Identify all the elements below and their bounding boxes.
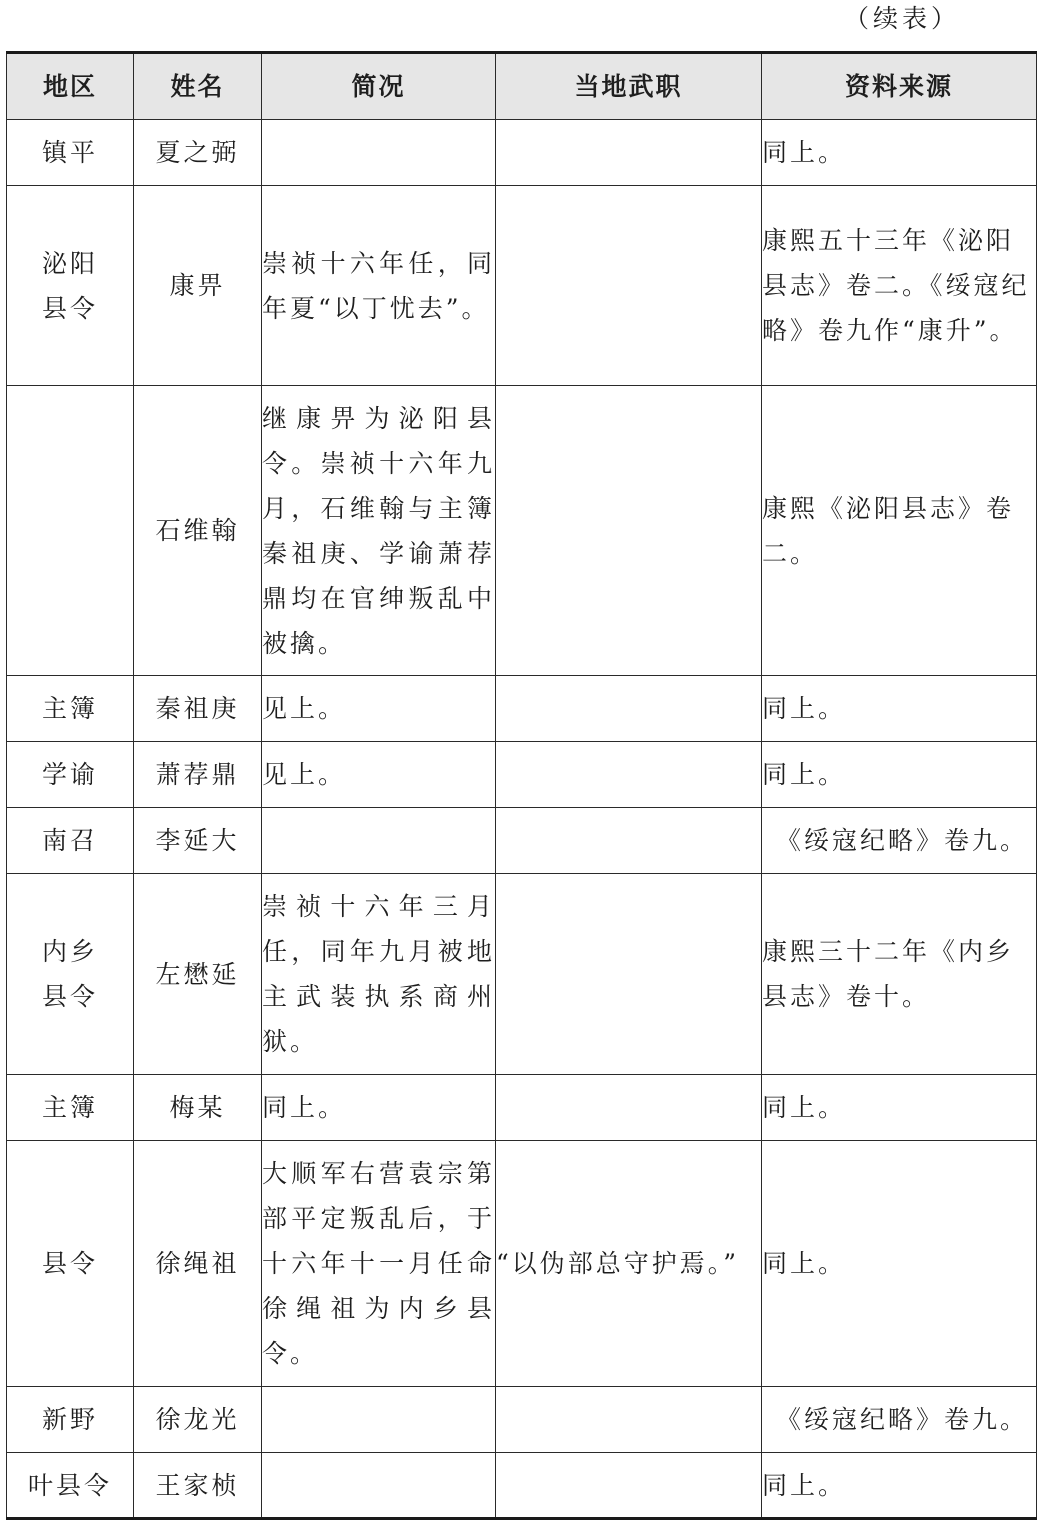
continued-table-label: （续表） [843, 4, 960, 33]
cell-summary [262, 1387, 496, 1453]
cell-region: 主簿 [7, 676, 134, 742]
cell-local-post [496, 874, 762, 1075]
cell-summary: 崇祯十六年三月任，同年九月被地主武装执系商州狱。 [262, 874, 496, 1075]
officials-table [6, 51, 1037, 1520]
cell-source: 同上。 [762, 1075, 1037, 1141]
cell-name: 徐绳祖 [134, 1141, 262, 1387]
cell-local-post: “以伪部总守护焉。” [496, 1141, 762, 1387]
cell-region: 县令 [7, 1141, 134, 1387]
table-row [7, 874, 1037, 1075]
table-row [7, 1141, 1037, 1387]
header-region: 地区 [7, 53, 134, 120]
cell-region: 镇平 [7, 120, 134, 186]
cell-name: 康畀 [134, 186, 262, 386]
cell-source: 同上。 [762, 120, 1037, 186]
cell-summary: 同上。 [262, 1075, 496, 1141]
cell-name: 李延大 [134, 808, 262, 874]
header-summary: 简况 [262, 53, 496, 120]
cell-name: 萧荐鼎 [134, 742, 262, 808]
table-row [7, 1453, 1037, 1519]
cell-summary: 见上。 [262, 676, 496, 742]
cell-summary [262, 120, 496, 186]
cell-source: 康熙五十三年《泌阳县志》卷二。《绥寇纪略》卷九作“康升”。 [762, 186, 1037, 386]
cell-source: 《绥寇纪略》卷九。 [762, 1387, 1037, 1453]
cell-region: 叶县令 [7, 1453, 134, 1519]
cell-summary [262, 808, 496, 874]
table-row [7, 1075, 1037, 1141]
table-row [7, 120, 1037, 186]
cell-local-post [496, 186, 762, 386]
cell-local-post [496, 742, 762, 808]
cell-local-post [496, 1387, 762, 1453]
header-name: 姓名 [134, 53, 262, 120]
cell-source: 康熙《泌阳县志》卷二。 [762, 386, 1037, 676]
cell-local-post [496, 386, 762, 676]
cell-source: 同上。 [762, 1453, 1037, 1519]
cell-summary: 继康畀为泌阳县令。崇祯十六年九月，石维翰与主簿秦祖庚、学谕萧荐鼎均在官绅叛乱中被擒。 [262, 386, 496, 676]
cell-summary [262, 1453, 496, 1519]
cell-summary: 大顺军右营袁宗第部平定叛乱后，于十六年十一月任命徐绳祖为内乡县令。 [262, 1141, 496, 1387]
table-header-row [7, 53, 1037, 120]
cell-local-post [496, 808, 762, 874]
cell-source: 同上。 [762, 1141, 1037, 1387]
header-local-post: 当地武职 [496, 53, 762, 120]
cell-source: 《绥寇纪略》卷九。 [762, 808, 1037, 874]
cell-local-post [496, 676, 762, 742]
cell-region: 主簿 [7, 1075, 134, 1141]
cell-region: 南召 [7, 808, 134, 874]
cell-region: 泌阳县令 [7, 186, 134, 386]
cell-name: 徐龙光 [134, 1387, 262, 1453]
header-source: 资料来源 [762, 53, 1037, 120]
cell-name: 石维翰 [134, 386, 262, 676]
cell-summary: 崇祯十六年任，同年夏“以丁忧去”。 [262, 186, 496, 386]
cell-name: 左懋延 [134, 874, 262, 1075]
cell-source: 同上。 [762, 676, 1037, 742]
cell-region: 学谕 [7, 742, 134, 808]
cell-name: 王家桢 [134, 1453, 262, 1519]
table-row [7, 186, 1037, 386]
cell-summary: 见上。 [262, 742, 496, 808]
table-row [7, 808, 1037, 874]
table-row [7, 386, 1037, 676]
table-row [7, 1387, 1037, 1453]
table-row [7, 676, 1037, 742]
cell-source: 同上。 [762, 742, 1037, 808]
cell-local-post [496, 1453, 762, 1519]
cell-region: 内乡县令 [7, 874, 134, 1075]
cell-name: 夏之弼 [134, 120, 262, 186]
cell-local-post [496, 120, 762, 186]
cell-name: 秦祖庚 [134, 676, 262, 742]
cell-source: 康熙三十二年《内乡县志》卷十。 [762, 874, 1037, 1075]
cell-region [7, 386, 134, 676]
cell-region: 新野 [7, 1387, 134, 1453]
cell-local-post [496, 1075, 762, 1141]
cell-name: 梅某 [134, 1075, 262, 1141]
table-row [7, 742, 1037, 808]
